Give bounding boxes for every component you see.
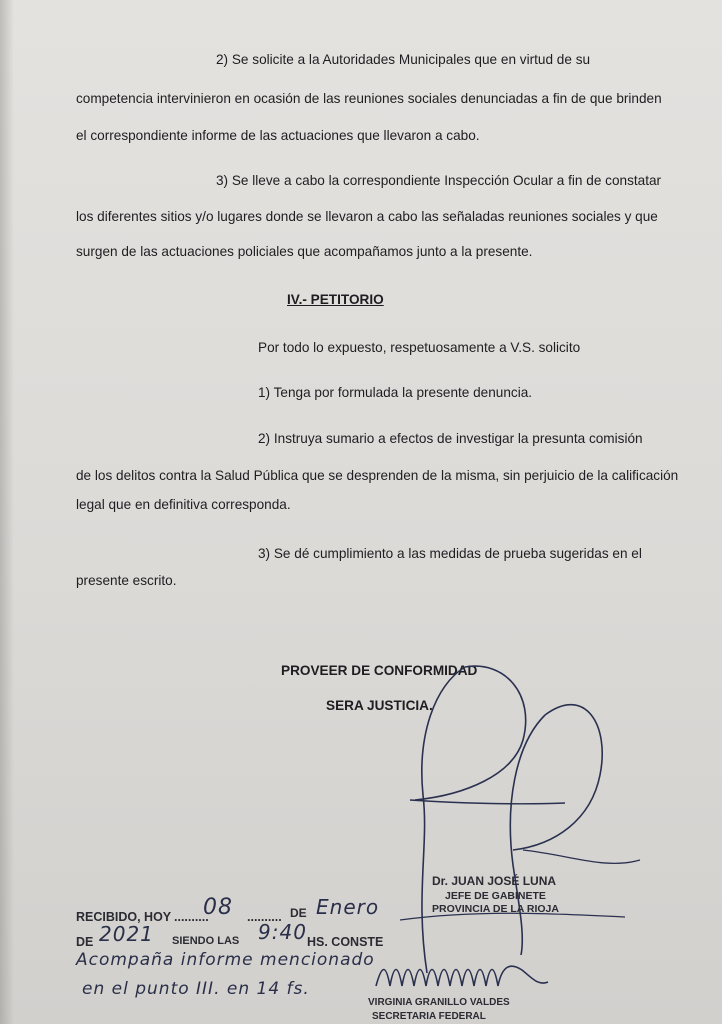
receipt-label-de: DE bbox=[290, 906, 307, 920]
clerk-name: VIRGINIA GRANILLO VALDES bbox=[368, 997, 510, 1008]
paragraph-3-line-3: surgen de las actuaciones policiales que acompañamos junto a la presente. bbox=[76, 244, 533, 259]
section-heading-petitorio: IV.- PETITORIO bbox=[287, 292, 384, 307]
signatory-province: PROVINCIA DE LA RIOJA bbox=[432, 903, 559, 915]
receipt-label-siendo: SIENDO LAS bbox=[172, 935, 240, 947]
paragraph-2-line-2: competencia intervinieron en ocasión de las reuniones sociales denunciadas a fin de que brinden bbox=[76, 91, 662, 106]
page-edge-shadow bbox=[0, 0, 14, 1024]
clerk-role: SECRETARIA FEDERAL bbox=[372, 1011, 486, 1022]
paragraph-3-line-2: los diferentes sitios y/o lugares donde se llevaron a cabo las señaladas reuniones sociales y que bbox=[76, 209, 658, 224]
paragraph-2-line-1: 2) Se solicite a la Autoridades Municipales que en virtud de su bbox=[216, 52, 591, 67]
petitorio-item-2-line-3: legal que en definitiva corresponda. bbox=[76, 497, 291, 512]
petitorio-item-3-line-1: 3) Se dé cumplimiento a las medidas de prueba sugeridas en el bbox=[258, 546, 642, 561]
petitorio-intro: Por todo lo expuesto, respetuosamente a V.S. solicito bbox=[258, 340, 581, 355]
petitorio-item-1: 1) Tenga por formulada la presente denuncia. bbox=[258, 385, 533, 400]
closing-line-1: PROVEER DE CONFORMIDAD bbox=[281, 663, 478, 678]
paragraph-2-line-3: el correspondiente informe de las actuaciones que llevaron a cabo. bbox=[76, 128, 480, 143]
receipt-note-line-2: en el punto III. en 14 fs. bbox=[82, 979, 310, 999]
signatory-name: Dr. JUAN JOSÉ LUNA bbox=[432, 874, 557, 888]
petitorio-item-2-line-1: 2) Instruya sumario a efectos de investigar la presunta comisión bbox=[258, 431, 643, 446]
receipt-label-de-2: DE bbox=[76, 935, 94, 949]
receipt-time: 9:40 bbox=[258, 920, 307, 944]
receipt-month: Enero bbox=[316, 895, 380, 919]
receipt-label-received: RECIBIDO, HOY bbox=[76, 910, 172, 924]
paragraph-3-line-1: 3) Se lleve a cabo la correspondiente Inspección Ocular a fin de constatar bbox=[216, 173, 662, 188]
receipt-dots-day: .......... bbox=[174, 910, 209, 924]
receipt-year: 2021 bbox=[99, 922, 154, 946]
closing-line-2: SERA JUSTICIA. bbox=[326, 698, 433, 713]
receipt-dots-month: .......... bbox=[247, 910, 282, 924]
receipt-note-line-1: Acompaña informe mencionado bbox=[76, 950, 375, 970]
receipt-day: 08 bbox=[203, 895, 233, 920]
receipt-label-hs: HS. CONSTE bbox=[307, 935, 384, 949]
clerk-signature bbox=[372, 956, 552, 998]
signature-initials bbox=[395, 655, 655, 985]
petitorio-item-2-line-2: de los delitos contra la Salud Pública que se desprenden de la misma, sin perjuicio de la calificación bbox=[76, 468, 679, 483]
petitorio-item-3-line-2: presente escrito. bbox=[76, 573, 177, 588]
signatory-role: JEFE DE GABINETE bbox=[445, 890, 546, 902]
